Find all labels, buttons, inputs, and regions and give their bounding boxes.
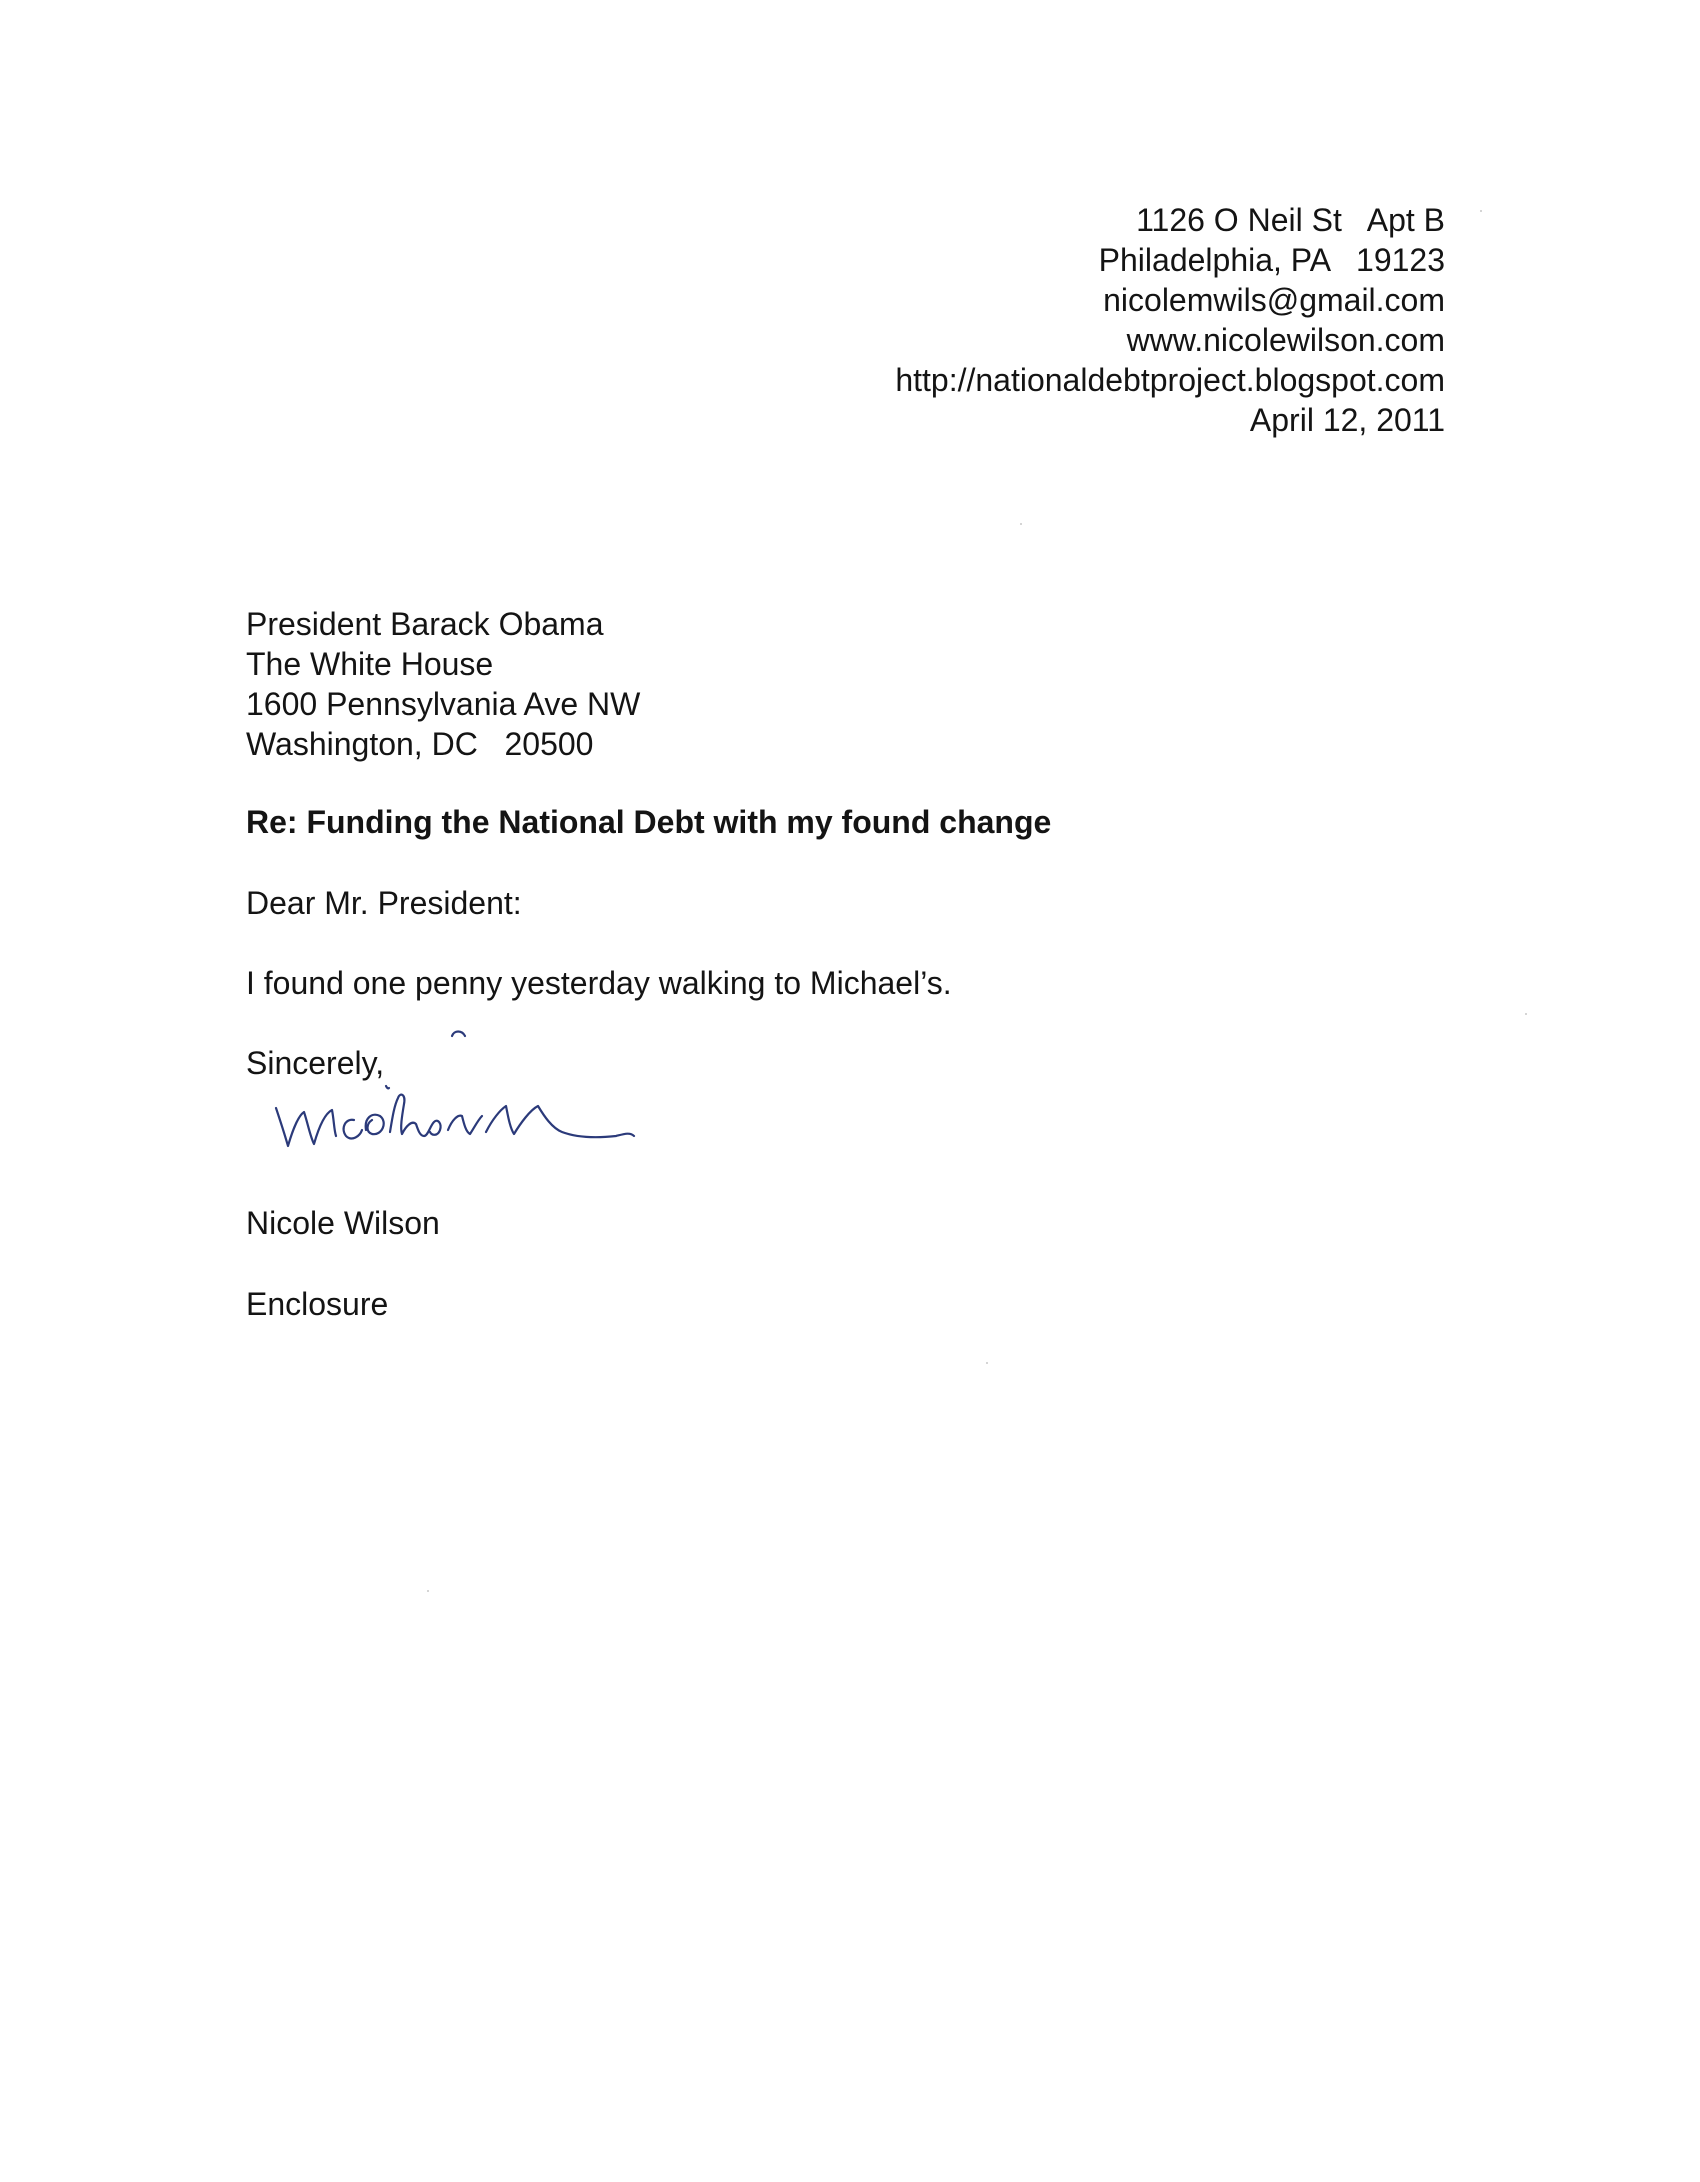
recipient-city: Washington, DC 20500 [246, 726, 594, 762]
letter-date: April 12, 2011 [1249, 402, 1445, 438]
scan-speck [427, 1590, 429, 1592]
sender-city: Philadelphia, PA 19123 [1098, 242, 1445, 278]
sender-street: 1126 O Neil St Apt B [1136, 202, 1445, 238]
enclosure-notation: Enclosure [246, 1286, 389, 1322]
salutation: Dear Mr. President: [246, 885, 522, 921]
signer-name: Nicole Wilson [246, 1205, 440, 1241]
closing: Sincerely, [246, 1045, 385, 1081]
scan-speck [1020, 523, 1022, 525]
recipient-street: 1600 Pennsylvania Ave NW [246, 686, 641, 722]
recipient-address-block [246, 604, 640, 764]
scan-speck [1525, 1013, 1527, 1015]
recipient-organization: The White House [246, 646, 494, 682]
letter-body: I found one penny yesterday walking to Michael’s. [246, 965, 952, 1001]
recipient-name: President Barack Obama [246, 606, 604, 642]
sender-email: nicolemwils@gmail.com [1103, 282, 1445, 318]
sender-blog: http://nationaldebtproject.blogspot.com [895, 362, 1445, 398]
scan-speck [986, 1362, 988, 1364]
sender-address-block [895, 200, 1445, 440]
subject-line: Re: Funding the National Debt with my found change [246, 804, 1052, 840]
scan-speck [1480, 210, 1482, 212]
sender-website: www.nicolewilson.com [1126, 322, 1445, 358]
handwritten-signature [262, 1020, 732, 1180]
